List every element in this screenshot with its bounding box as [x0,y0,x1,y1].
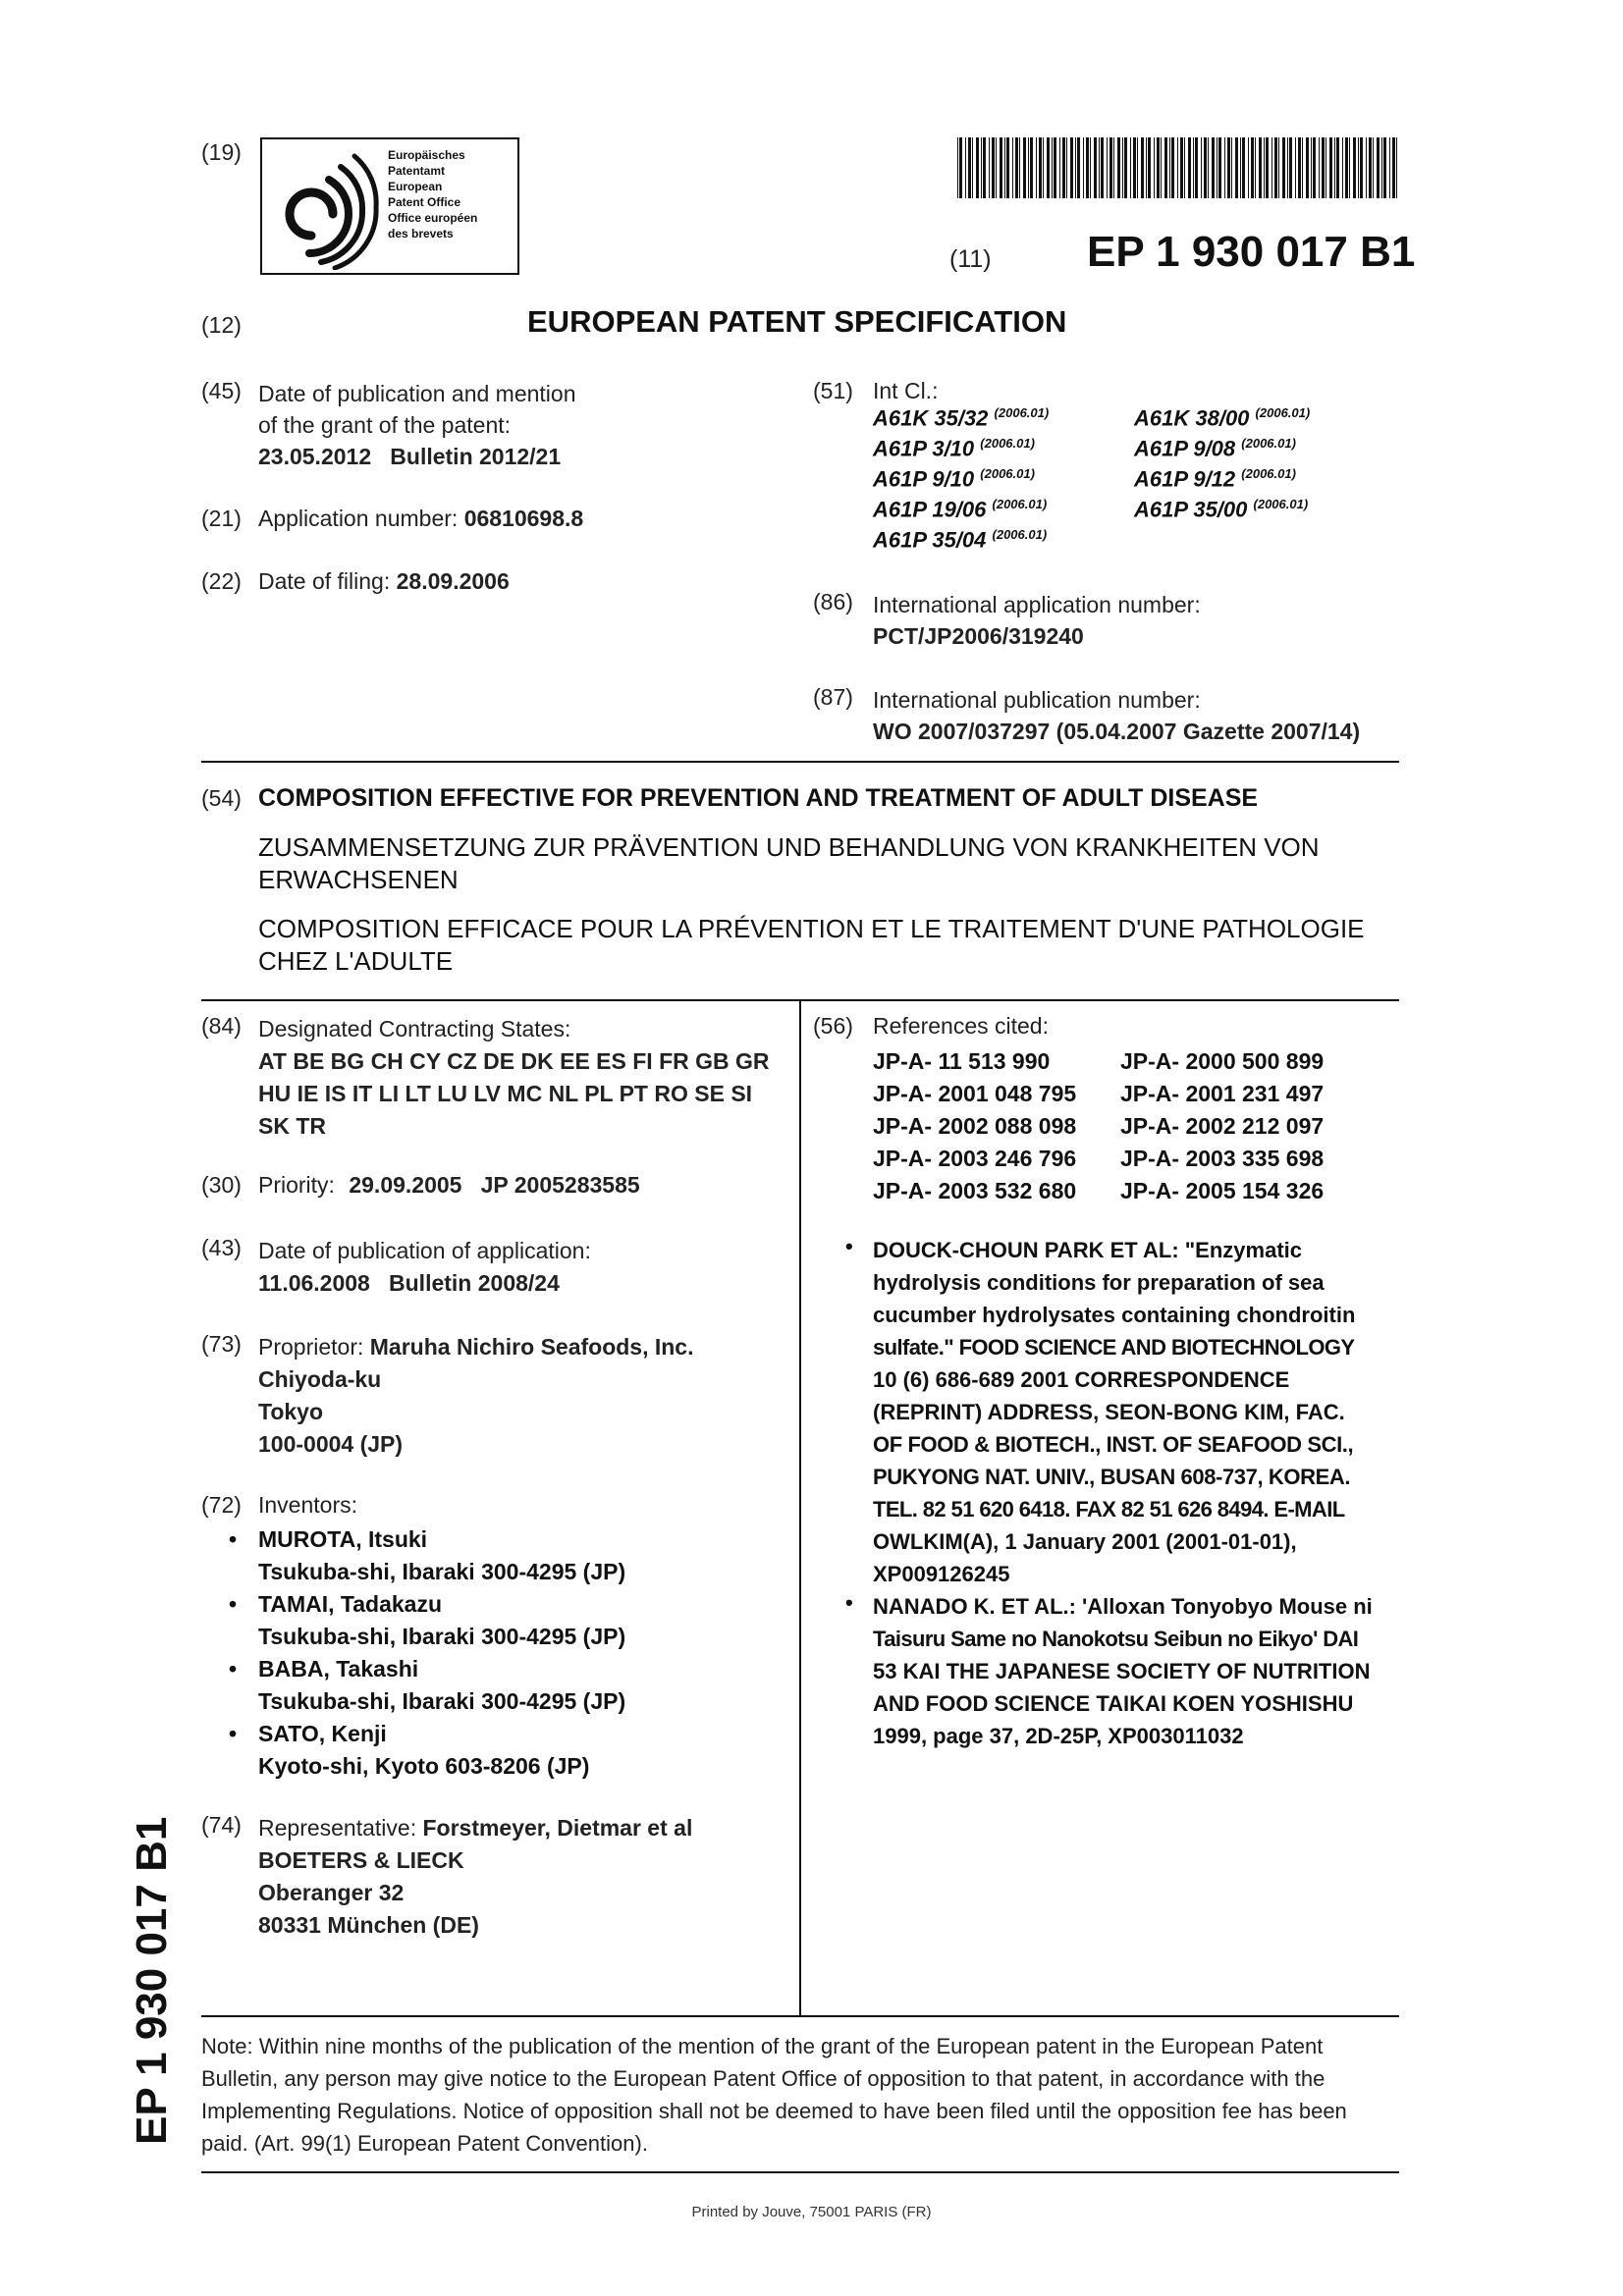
note-line: paid. (Art. 99(1) European Patent Convention). [201,2131,648,2156]
inventor: • TAMAI, Tadakazu Tsukuba-shi, Ibaraki 300-4295 (JP) [229,1591,626,1649]
office-name-de1: Europäisches [388,148,465,162]
app-pub-label: Date of publication of application: [258,1238,591,1263]
office-name-fr1: Office européen [388,211,478,225]
code-22: (22) [201,568,242,594]
grant-label-2: of the grant of the patent: [258,412,512,438]
ipc-right-col [1134,405,1310,527]
inventor: • BABA, Takashi Tsukuba-shi, Ibaraki 300-4295 (JP) [229,1656,626,1714]
ipc-class: A61P 9/12 $^{(2006.01)}$ [1134,466,1296,492]
epo-logo-icon [272,142,390,270]
office-name-de2: Patentamt [388,164,446,178]
ipc-left-col [873,405,1049,558]
code-54: (54) [201,785,242,811]
representative-line: BOETERS & LIECK [258,1847,464,1873]
title-de [258,831,1320,896]
reference: JP-A- 2002 212 097 [1120,1113,1325,1139]
inventor: • SATO, Kenji Kyoto-shi, Kyoto 603-8206 (JP) [229,1721,590,1779]
code-12: (12) [201,312,242,338]
code-73: (73) [201,1331,242,1357]
references-label: References cited: [873,1013,1049,1039]
int-cl-label: Int Cl.: [873,378,939,403]
filing-date-row [258,568,510,595]
office-name-en1: European [388,180,443,193]
code-72: (72) [201,1492,242,1518]
app-pub-value: 11.06.2008 Bulletin 2008/24 [258,1270,560,1296]
reference: JP-A- 2002 088 098 [873,1113,1077,1139]
application-number-row [258,506,583,532]
code-86: (86) [813,589,853,614]
priority-row [258,1172,640,1199]
ipc-class: A61P 9/10 $^{(2006.01)}$ [873,466,1035,492]
printer-footer: Printed by Jouve, 75001 PARIS (FR) [691,2204,932,2220]
column-divider [799,999,801,2015]
application-number-value: 06810698.8 [463,506,584,531]
representative-line: Oberanger 32 [258,1880,405,1905]
intl-application-value: PCT/JP2006/319240 [873,623,1084,649]
barcode [957,137,1399,198]
divider [201,2171,1399,2173]
states-line: AT BE BG CH CY CZ DE DK EE ES FI FR GB GR [258,1048,770,1074]
reference: JP-A- 2005 154 326 [1120,1178,1325,1203]
title-fr-line: CHEZ L'ADULTE [258,946,454,976]
grant-date-value: 23.05.2012 Bulletin 2012/21 [258,444,562,469]
proprietor-line: Tokyo [258,1399,324,1424]
filing-date-label: Date of filing: [258,568,391,594]
representative-line: 80331 München (DE) [258,1912,479,1938]
app-pub-block [258,1235,591,1300]
inventors-label: Inventors: [258,1492,357,1518]
proprietor-line: 100-0004 (JP) [258,1431,404,1457]
filing-date-value: 28.09.2006 [396,568,510,594]
states-line: SK TR [258,1113,326,1139]
ipc-class: A61P 35/00 $^{(2006.01)}$ [1134,497,1309,522]
representative-block [258,1812,692,1942]
intl-publication-label: International publication number: [873,687,1201,713]
code-30: (30) [201,1172,242,1198]
proprietor-block [258,1331,694,1461]
proprietor-name: Maruha Nichiro Seafoods, Inc. [369,1334,694,1360]
reference: JP-A- 11 513 990 [873,1048,1051,1074]
ipc-class: A61K 35/32 $^{(2006.01)}$ [873,405,1050,431]
intl-application-label: International application number: [873,592,1201,617]
opposition-note [201,2030,1399,2160]
divider [201,761,1399,763]
code-74: (74) [201,1812,242,1838]
ipc-class: A61K 38/00 $^{(2006.01)}$ [1134,405,1311,431]
code-84: (84) [201,1013,242,1039]
title-fr [258,913,1365,978]
representative-label: Representative: [258,1815,417,1841]
reference: JP-A- 2001 048 795 [873,1081,1077,1106]
code-21: (21) [201,506,242,531]
ipc-class: A61P 19/06 $^{(2006.01)}$ [873,497,1048,522]
intl-publication-value: WO 2007/037297 (05.04.2007 Gazette 2007/14) [873,719,1361,744]
grant-label-1: Date of publication and mention [258,381,576,406]
office-name-en2: Patent Office [388,195,461,209]
inventors-list [229,1523,626,1783]
intl-publication-block [873,684,1360,747]
intl-application-block [873,589,1201,652]
representative-name: Forstmeyer, Dietmar et al [422,1815,693,1841]
reference: JP-A- 2001 231 497 [1120,1081,1325,1106]
states-label: Designated Contracting States: [258,1016,571,1041]
code-87: (87) [813,684,853,710]
priority-label: Priority: [258,1172,335,1198]
code-43: (43) [201,1235,242,1260]
ipc-class: A61P 3/10 $^{(2006.01)}$ [873,436,1035,461]
code-11: (11) [949,245,992,273]
title-de-line: ZUSAMMENSETZUNG ZUR PRÄVENTION UND BEHANDLUNG VON KRANKHEITEN VON [258,832,1320,862]
grant-date-block [258,378,576,472]
document-type: EUROPEAN PATENT SPECIFICATION [527,304,1067,339]
code-45: (45) [201,378,242,403]
reference: JP-A- 2003 335 698 [1120,1146,1325,1171]
code-19: (19) [201,139,242,165]
reference: JP-A- 2000 500 899 [1120,1048,1325,1074]
states-block [258,1013,770,1143]
title-fr-line: COMPOSITION EFFICACE POUR LA PRÉVENTION ET LE TRAITEMENT D'UNE PATHOLOGIE [258,914,1365,943]
divider [201,2015,1399,2017]
epo-logo-box [260,137,519,275]
reference: JP-A- 2003 532 680 [873,1178,1077,1203]
ipc-class: A61P 35/04 $^{(2006.01)}$ [873,527,1048,553]
side-publication-number: EP 1 930 017 B1 [128,1816,176,2145]
publication-number: EP 1 930 017 B1 [1087,228,1416,276]
code-51: (51) [813,378,853,403]
citation-1: • DOUCK-CHOUN PARK ET AL: "Enzymatic hydrolysis conditions for preparation of sea cucumber hydrolysates containing chondroitin sulfate." FOOD SCIENCE AND BIOTECHNOLOGY 10 (6) 686-689 2001 CORRESPONDENCE (REPRINT) ADDRESS, SEON-BONG KIM, FAC. OF FOOD & BIOTECH., INST. OF SEAFOOD SCI., PUKYONG NAT. UNIV., BUSAN 608-737, KOREA. TEL. 82 51 620 6418. FAX 82 51 626 8494. E-MAIL OWLKIM(A), 1 January 2001 (2001-01-01), XP009126245 [845,1234,1356,1586]
proprietor-line: Chiyoda-ku [258,1366,382,1392]
proprietor-label: Proprietor: [258,1334,364,1360]
inventor: • MUROTA, Itsuki Tsukuba-shi, Ibaraki 300-4295 (JP) [229,1526,626,1584]
office-name-fr2: des brevets [388,227,454,240]
application-number-label: Application number: [258,506,459,531]
note-line: Note: Within nine months of the publication of the mention of the grant of the European patent in the European Patent [201,2034,1324,2058]
reference: JP-A- 2003 246 796 [873,1146,1077,1171]
states-line: HU IE IS IT LI LT LU LV MC NL PL PT RO SE SI [258,1081,753,1106]
references-table [873,1045,1324,1207]
title-de-line: ERWACHSENEN [258,865,459,894]
code-56: (56) [813,1013,853,1039]
note-line: Implementing Regulations. Notice of opposition shall not be deemed to have been filed until the opposition fee has been [201,2099,1347,2123]
priority-value: 29.09.2005 JP 2005283585 [349,1172,640,1198]
title-en: COMPOSITION EFFECTIVE FOR PREVENTION AND TREATMENT OF ADULT DISEASE [258,784,1259,812]
ipc-class: A61P 9/08 $^{(2006.01)}$ [1134,436,1296,461]
note-line: Bulletin, any person may give notice to the European Patent Office of opposition to that patent, in accordance with the [201,2066,1325,2091]
citation-2: • NANADO K. ET AL.: 'Alloxan Tonyobyo Mouse ni Taisuru Same no Nanokotsu Seibun no Eikyo' DAI 53 KAI THE JAPANESE SOCIETY OF NUTRITION AND FOOD SCIENCE TAIKAI KOEN YOSHISHU 1999, page 37, 2D-25P, XP003011032 [845,1590,1373,1748]
